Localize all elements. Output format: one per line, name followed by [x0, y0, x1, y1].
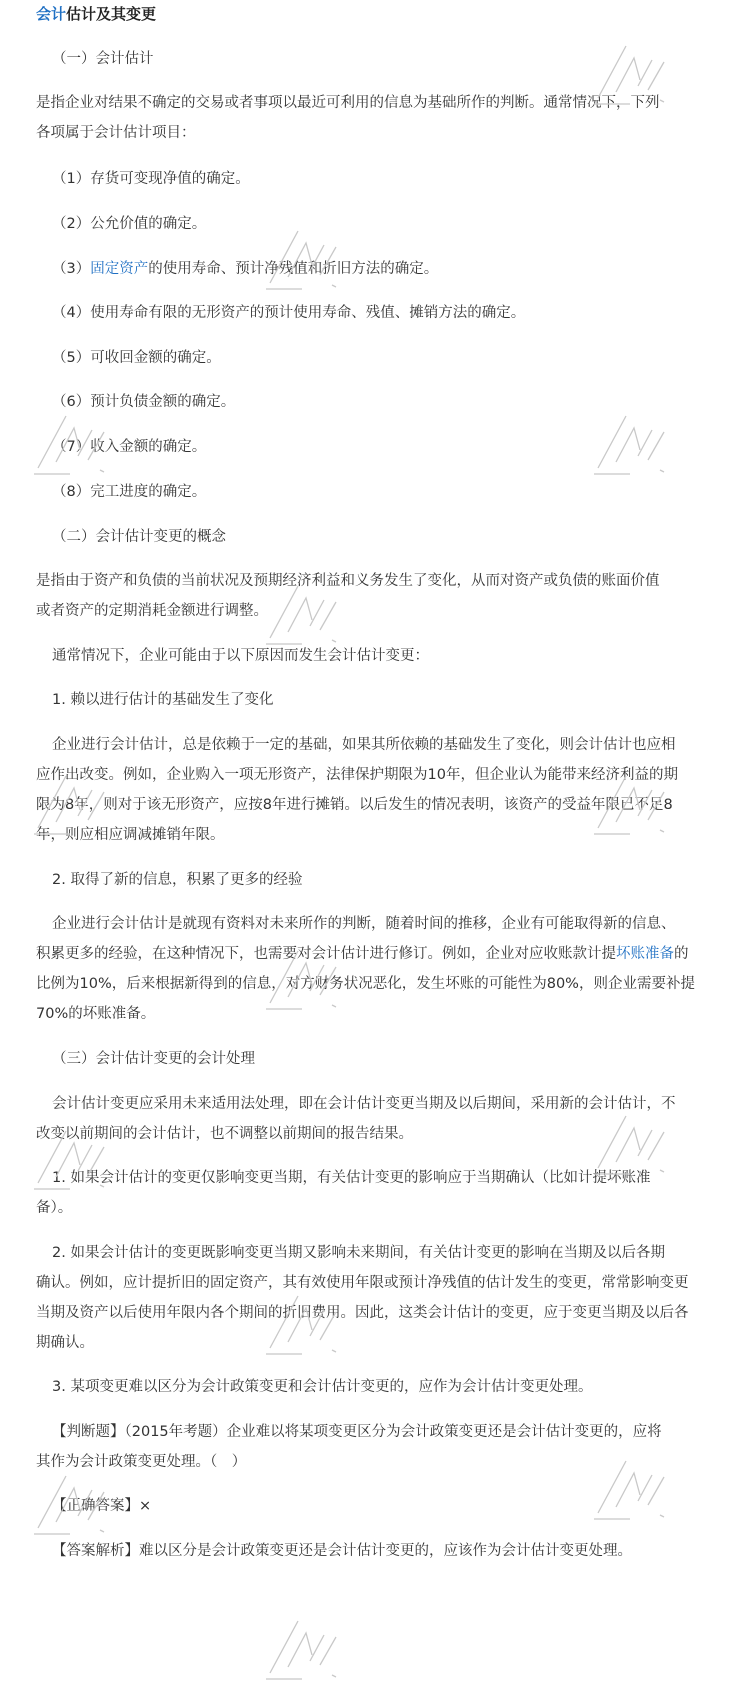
- paragraph-line: 限为8年，则对于该无形资产，应按8年进行摊销。以后发生的情况表明，该资产的受益年限已不足8: [36, 797, 673, 813]
- list-item: （8）完工进度的确定。: [52, 484, 207, 500]
- paragraph-line: 3. 某项变更难以区分为会计政策变更和会计估计变更的，应作为会计估计变更处理。: [52, 1379, 593, 1395]
- paragraph-line: 70%的坏账准备。: [36, 1006, 156, 1022]
- paragraph-line: 或者资产的定期消耗金额进行调整。: [36, 603, 268, 619]
- correct-answer: 【正确答案】×: [52, 1498, 152, 1514]
- page-title: [36, 3, 156, 25]
- title-link[interactable]: 会计: [36, 5, 67, 23]
- line-text: 积累更多的经验，在这种情况下，也需要对会计估计进行修订。例如，企业对应收账款计提: [36, 946, 616, 962]
- paragraph-line: 企业进行会计估计，总是依赖于一定的基础，如果其所依赖的基础发生了变化，则会计估计也应相: [52, 737, 676, 753]
- list-item: （1）存货可变现净值的确定。: [52, 171, 250, 187]
- slash-mark-watermark-icon: [262, 1615, 352, 1685]
- section-heading-3: （三）会计估计变更的会计处理: [52, 1051, 255, 1067]
- fixed-assets-link[interactable]: 固定资产: [90, 261, 149, 277]
- list-item: （5）可收回金额的确定。: [52, 350, 221, 366]
- list-item-text: 的使用寿命、预计净残值和折旧方法的确定。: [148, 261, 439, 277]
- paragraph-line: 备）。: [36, 1200, 73, 1216]
- paragraph-line: 期确认。: [36, 1335, 94, 1351]
- paragraph-line: 当期及资产以后使用年限内各个期间的折旧费用。因此，这类会计估计的变更，应于变更当期及以后各: [36, 1305, 689, 1321]
- list-item: （7）收入金额的确定。: [52, 439, 207, 455]
- paragraph-line: 应作出改变。例如，企业购入一项无形资产，法律保护期限为10年，但企业认为能带来经济利益的期: [36, 767, 678, 783]
- line-text: 的: [674, 946, 689, 962]
- bad-debt-link[interactable]: 坏账准备: [616, 946, 674, 962]
- paragraph-line: 是指企业对结果不确定的交易或者事项以最近可利用的信息为基础所作的判断。通常情况下，下列: [36, 95, 660, 111]
- paragraph-line: 是指由于资产和负债的当前状况及预期经济利益和义务发生了变化，从而对资产或负债的账面价值: [36, 573, 660, 589]
- slash-mark-watermark-icon: [590, 1455, 680, 1525]
- list-item-number: （3）: [52, 261, 91, 277]
- paragraph-line: 通常情况下，企业可能由于以下原因而发生会计估计变更：: [52, 648, 429, 664]
- list-item: （4）使用寿命有限的无形资产的预计使用寿命、残值、摊销方法的确定。: [52, 305, 526, 321]
- list-item: （6）预计负债金额的确定。: [52, 394, 236, 410]
- paragraph-line: 比例为10%，后来根据新得到的信息，对方财务状况恶化，发生坏账的可能性为80%，则企业需要补提: [36, 976, 695, 992]
- title-text: 估计及其变更: [66, 5, 157, 23]
- paragraph-line: [36, 943, 689, 965]
- paragraph-line: 2. 如果会计估计的变更既影响变更当期又影响未来期间，有关估计变更的影响在当期及以后各期: [52, 1245, 665, 1261]
- paragraph-line: 企业进行会计估计是就现有资料对未来所作的判断，随着时间的推移，企业有可能取得新的信息、: [52, 916, 676, 932]
- slash-mark-watermark-icon: [590, 410, 680, 480]
- paragraph-line: 改变以前期间的会计估计，也不调整以前期间的报告结果。: [36, 1126, 413, 1142]
- paragraph-line: 各项属于会计估计项目：: [36, 125, 196, 141]
- paragraph-line: 确认。例如，应计提折旧的固定资产，其有效使用年限或预计净残值的估计发生的变更，常常影响变更: [36, 1275, 689, 1291]
- answer-explanation: 【答案解析】难以区分是会计政策变更还是会计估计变更的，应该作为会计估计变更处理。: [52, 1543, 632, 1559]
- paragraph-line: 1. 如果会计估计的变更仅影响变更当期，有关估计变更的影响应于当期确认（比如计提坏账准: [52, 1170, 651, 1186]
- section-heading-2: （二）会计估计变更的概念: [52, 529, 226, 545]
- question-line: 【判断题】（2015年考题）企业难以将某项变更区分为会计政策变更还是会计估计变更的，应将: [52, 1424, 662, 1440]
- paragraph-line: 会计估计变更应采用未来适用法处理，即在会计估计变更当期及以后期间，采用新的会计估计，不: [52, 1096, 676, 1112]
- slash-mark-watermark-icon: [262, 1290, 352, 1360]
- question-line: 其作为会计政策变更处理。（ ）: [36, 1454, 247, 1470]
- list-item: [52, 258, 438, 280]
- subheading: 1. 赖以进行估计的基础发生了变化: [52, 692, 274, 708]
- paragraph-line: 年，则应相应调减摊销年限。: [36, 827, 225, 843]
- section-heading-1: （一）会计估计: [52, 51, 154, 67]
- list-item: （2）公允价值的确定。: [52, 216, 207, 232]
- subheading: 2. 取得了新的信息，积累了更多的经验: [52, 872, 303, 888]
